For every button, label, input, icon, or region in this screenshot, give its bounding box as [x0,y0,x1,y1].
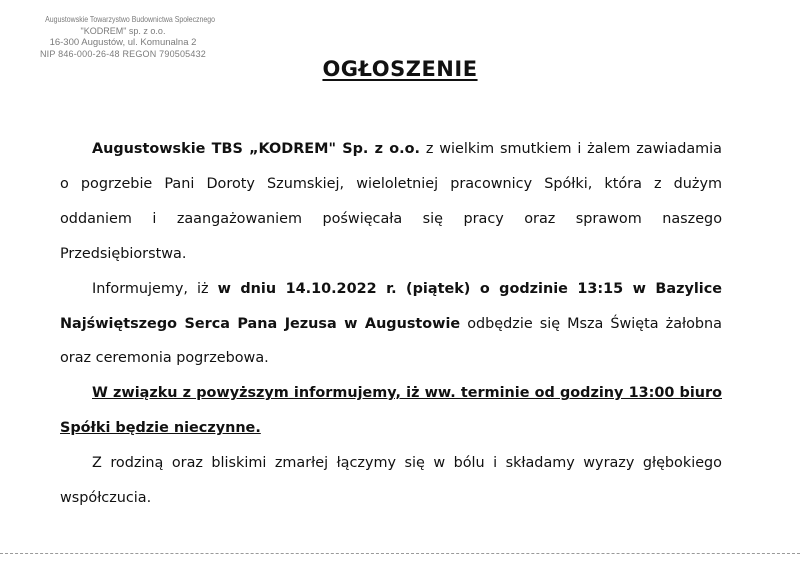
p1-line1-text: z wielkim smutkiem i żalem zawiadamia [419,141,722,157]
scan-edge-divider [0,553,800,554]
p1-line3: oddaniem i zaangażowaniem poświęcała się pracy oraz sprawom naszego [60,210,722,227]
p4-line2: współczucia. [60,490,152,507]
company-stamp [28,14,218,60]
p2-line3: oraz ceremonia pogrzebowa. [60,350,269,367]
p1-line4: Przedsiębiorstwa. [60,245,187,262]
page-title: OGŁOSZENIE [322,57,478,81]
stamp-company-name: Augustowskie Towarzystwo Budownictwa Społecznego [45,14,216,24]
paragraph-condolences [60,446,722,516]
p1-line2: o pogrzebie Pani Doroty Szumskiej, wieloletniej pracownicy Spółki, która z dużym [60,175,722,192]
announcement-body [60,132,722,516]
p1-line1 [60,132,722,167]
stamp-tax-ids: NIP 846-000-26-48 REGON 790505432 [39,48,207,59]
p2-line2-text: odbędzie się Msza Święta żałobna [460,315,722,332]
mass-date-time-bold: w dniu 14.10.2022 r. (piątek) o godzinie 13:15 w Bazylice [217,280,723,297]
paragraph-mass-details [60,272,722,377]
company-name-bold: Augustowskie TBS „KODREM" Sp. z o.o. [92,141,420,157]
basilica-name-bold: Najświętszego Serca Pana Jezusa w Augustowie [60,315,461,332]
stamp-address: 16-300 Augustów, ul. Komunalna 2 [49,37,197,48]
p4-line1: Z rodziną oraz bliskimi zmarłej łączymy się w bólu i składamy wyrazy głębokiego [92,455,722,472]
p3-line2: Spółki będzie nieczynne. [60,420,261,437]
paragraph-funeral-notice [60,132,722,272]
p3-line1: W związku z powyższym informujemy, iż ww. terminie od godziny 13:00 biuro [92,385,722,402]
paragraph-office-closed [60,376,722,446]
p2-line1-text: Informujemy, iż [92,280,218,297]
stamp-company-brand: "KODREM" sp. z o.o. [80,25,166,36]
p2-line1 [60,272,722,307]
p2-line2 [60,307,722,342]
